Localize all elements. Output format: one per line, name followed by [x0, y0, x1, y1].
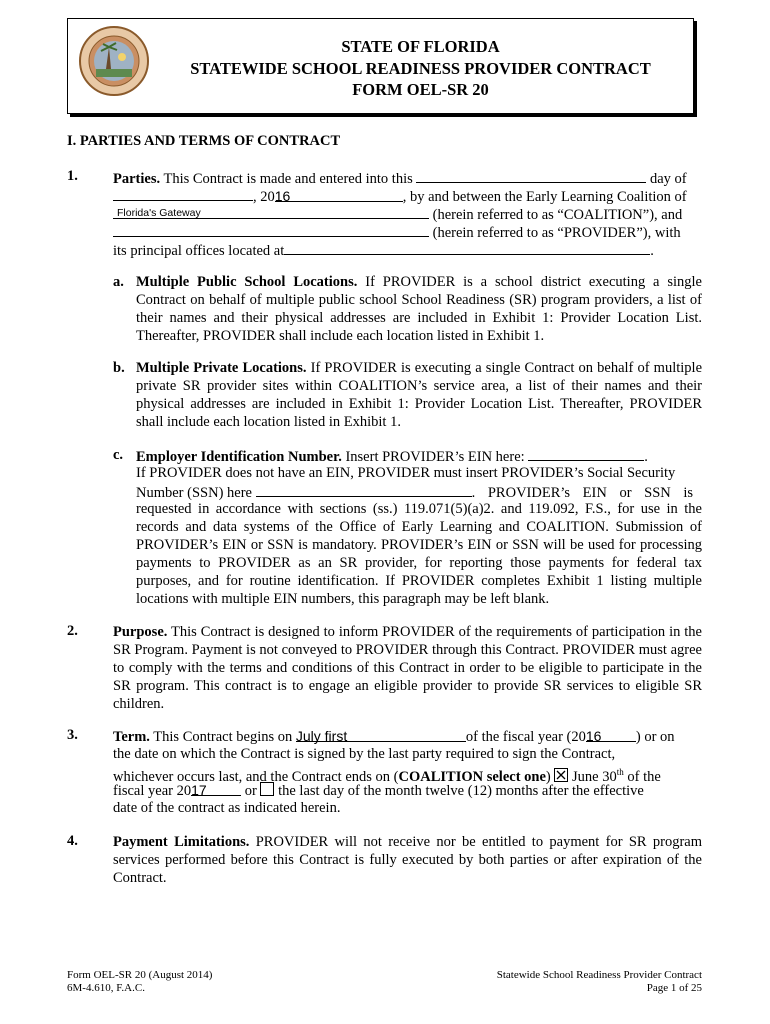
item-a-text: If PROVIDER is a school district executing a single Contract on behalf of multiple public school School Readiness (SR) program providers, a list of their names and their physical addresses are included in Exhibit 1: Provider Location List. Thereafter, PROVIDER shall include each location listed in Exhibit 1.	[136, 274, 702, 344]
term-line-5: date of the contract as indicated herein.	[113, 800, 341, 816]
item-c-line-3	[136, 482, 693, 502]
payment-limitations-title: Payment Limitations.	[113, 834, 250, 850]
parties-text: (herein referred to as “PROVIDER”), with	[432, 225, 681, 241]
item-c-label: c.	[113, 447, 124, 463]
item-b-paragraph	[136, 359, 702, 431]
item-c-paragraph: requested in accordance with sections (ss.) 119.071(5)(a)2. and 119.092, F.S., for use in the records and data systems of the Office of Early Learning and COALITION. Submission of PROVIDER’s EIN or SSN is mandatory. PROVIDER’s EIN or SSN will be used for processing payments to PROVIDER as an SR provider, for reporting those payments for federal tax purposes, and for routine identification. If PROVIDER completes Exhibit 1 listing multiple locations with multiple EIN numbers, this paragraph may be left blank.	[136, 501, 702, 607]
twelve-months-checkbox[interactable]	[260, 782, 274, 796]
footer-right	[497, 969, 702, 995]
term-text: the last day of the month twelve (12) months after the effective	[278, 783, 644, 799]
fiscal-year-start-value: 16	[585, 728, 602, 744]
item-b-text: If PROVIDER is executing a single Contract on behalf of multiple private SR provider sites within COALITION’s service area, a list of their names and their physical addresses are included in Exhibit 1: Provider Location List. Thereafter, PROVIDER shall include each location listed in Exhibit 1.	[136, 360, 703, 430]
section-2-number: 2.	[67, 623, 78, 639]
term-line-2: the date on which the Contract is signed by the last party required to sign the Contract,	[113, 746, 616, 762]
purpose-text: This Contract is designed to inform PROVIDER of the requirements of participation in the SR Program. Payment is not conveyed to PROVIDER through this Contract. PROVIDER must agree to comply with the terms and conditions of this Contract in order to be eligible to participate in the SR program. This contract is to engage an eligible provider to provide SR services to eligible SR children.	[113, 624, 702, 712]
header-title-line-1: STATE OF FLORIDA	[341, 37, 500, 56]
fiscal-year-end-value: 17	[191, 782, 207, 798]
term-text: June 30	[572, 768, 617, 785]
coalition-name-field[interactable]	[113, 204, 429, 219]
item-c-line-1	[136, 446, 648, 466]
term-title: Term.	[113, 729, 150, 745]
parties-text: .	[650, 243, 654, 259]
term-line-1	[113, 727, 675, 746]
term-text: of the fiscal year (20	[465, 729, 586, 745]
fiscal-year-start-field[interactable]	[586, 727, 636, 742]
parties-text: day of	[650, 171, 687, 187]
footer-document-title: Statewide School Readiness Provider Contract	[496, 969, 702, 981]
footer-left	[67, 969, 212, 995]
term-text: of the	[627, 768, 661, 785]
purpose-title: Purpose.	[113, 624, 168, 640]
fiscal-year-end-field[interactable]	[191, 781, 241, 796]
year-value: 16	[274, 188, 291, 204]
begin-date-field[interactable]	[296, 727, 466, 742]
footer-rule-number: 6M-4.610, F.A.C.	[67, 982, 145, 994]
term-text: )	[545, 768, 551, 785]
parties-text: , 20	[253, 189, 275, 205]
item-c-text: .	[644, 449, 648, 465]
header-title-line-2: STATEWIDE SCHOOL READINESS PROVIDER CONTRACT	[190, 59, 651, 78]
item-a-title: Multiple Public School Locations.	[136, 274, 358, 290]
parties-text: (herein referred to as “COALITION”), and	[432, 207, 683, 223]
begin-date-value: July first	[295, 728, 348, 744]
footer-page-number: Page 1 of 25	[646, 982, 702, 994]
term-text: or	[244, 783, 257, 799]
item-b-label: b.	[113, 360, 125, 376]
term-text: ) or on	[635, 729, 675, 745]
coalition-name-value: Florida's Gateway	[117, 207, 201, 219]
florida-state-seal-icon	[78, 25, 150, 97]
form-header	[67, 18, 694, 114]
term-text: This Contract begins on	[153, 729, 293, 745]
section-3-number: 3.	[67, 727, 78, 743]
item-c-line-2: If PROVIDER does not have an EIN, PROVIDER must insert PROVIDER’s Social Security	[136, 465, 676, 481]
term-text: whichever occurs last, and the Contract ends on (	[113, 768, 399, 785]
parties-line-2	[113, 186, 687, 206]
ssn-field[interactable]	[256, 482, 472, 497]
section-1-number: 1.	[67, 168, 78, 184]
check-x-icon	[555, 769, 567, 781]
term-sup: th	[616, 767, 624, 777]
provider-address-field[interactable]	[284, 240, 650, 255]
footer-form-number: Form OEL-SR 20 (August 2014)	[67, 969, 213, 981]
item-c-text: . PROVIDER’s EIN or SSN is	[471, 485, 694, 501]
parties-line-4	[113, 222, 681, 242]
provider-name-field[interactable]	[113, 222, 429, 237]
purpose-paragraph	[113, 623, 702, 713]
payment-limitations-paragraph	[113, 833, 702, 887]
parties-line-5	[113, 240, 654, 260]
payment-limitations-text: PROVIDER will not receive nor be entitled to payment for SR program services performed before this Contract is fully executed by both parties or after expiration of the Contract.	[113, 834, 703, 886]
year-field[interactable]	[275, 187, 403, 202]
section-4-number: 4.	[67, 833, 78, 849]
date-day-field[interactable]	[416, 168, 646, 183]
item-b-title: Multiple Private Locations.	[136, 360, 307, 376]
date-month-field[interactable]	[113, 186, 253, 201]
parties-line-1	[113, 168, 687, 188]
item-a-paragraph	[136, 273, 702, 345]
section-title: I. PARTIES AND TERMS OF CONTRACT	[67, 133, 341, 149]
parties-title: Parties.	[113, 171, 161, 187]
item-c-title: Employer Identification Number.	[136, 449, 342, 465]
item-c-text: Number (SSN) here	[136, 485, 252, 501]
ein-field[interactable]	[528, 446, 644, 461]
term-select-label: COALITION select one	[398, 768, 546, 785]
parties-line-3	[113, 204, 682, 224]
june-30-checkbox[interactable]	[554, 768, 568, 782]
header-title-line-3: FORM OEL-SR 20	[352, 80, 489, 99]
parties-text: This Contract is made and entered into this	[163, 171, 413, 187]
parties-text: , by and between the Early Learning Coalition of	[402, 189, 687, 205]
item-a-label: a.	[113, 274, 124, 290]
term-text: fiscal year 20	[113, 783, 192, 799]
parties-text: its principal offices located at	[113, 243, 285, 259]
term-line-4	[113, 781, 644, 800]
item-c-text: Insert PROVIDER’s EIN here:	[345, 449, 525, 465]
